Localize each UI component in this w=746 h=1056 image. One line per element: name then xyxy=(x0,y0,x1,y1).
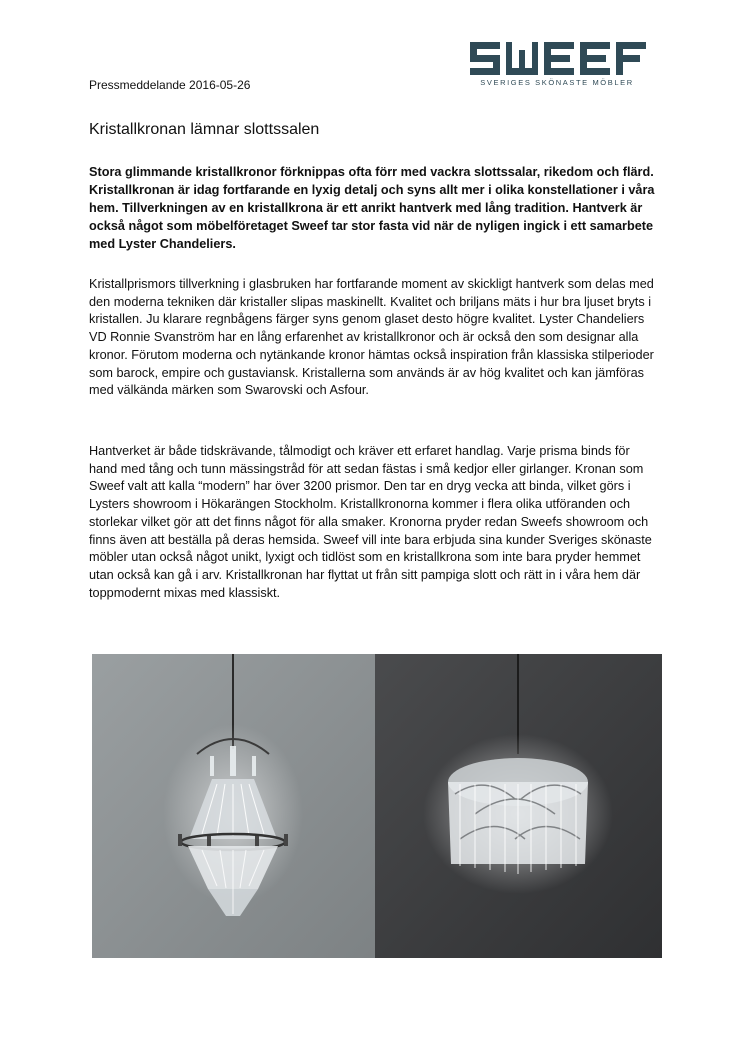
logo-tagline: SVERIGES SKÖNASTE MÖBLER xyxy=(480,78,634,87)
article-paragraph-1: Kristallprismors tillverkning i glasbruken har fortfarande moment av skickligt hantverk som delas med den moderna tekniken där kristaller slipas maskinellt. Kvalitet och briljans mäts i hur bra ljuset bryts i kristallen. Ju klarare regnbågens färger syns genom glaset desto högre kvalitet. Lyster Chandeliers VD Ronnie Svanström har en lång erfarenhet av kristallkronor och är också den som designar alla kronor. Förutom moderna och nytänkande kronor hämtas också inspiration från klassiska stilperioder som barock, empire och gustaviansk. Kristallerna som används är av hög kvalitet och kan jämföras med välkända märken som Swarovski och Asfour. xyxy=(89,277,654,398)
sweef-logo xyxy=(468,40,646,90)
press-release-date: Pressmeddelande 2016-05-26 xyxy=(89,78,251,92)
article-paragraph-2: Hantverket är både tidskrävande, tålmodigt och kräver ett erfaret handlag. Varje prisma binds för hand med tång och tunn mässingstråd för att sedan fästas i små kedjor eller girlanger. Kronan som Sweef valt att kalla “modern” har över 3200 prismor. Den tar en dryg vecka att binda, vilket görs i Lysters showroom i Hökarängen Stockholm. Kristallkronorna kommer i flera olika utföranden och storlekar vilket gör att det finns något för alla smaker. Kronorna pryder redan Sweefs showroom och finns även att beställa på deras hemsida. Sweef vill inte bara erbjuda sina kunder Sveriges skönaste möbler utan också något unikt, lyxigt och tidlöst som en kristallkrona som inte bara pryder hemmet utan också kan gå i arv. Kristallkronan har flyttat ut från sitt pampiga slott och rätt in i våra hem där toppmodernt mixas med klassiskt. xyxy=(89,444,652,600)
modern-chandelier-photo xyxy=(375,654,662,958)
sweef-logo-mark xyxy=(468,40,646,78)
article-lead: Stora glimmande kristallkronor förknippas ofta förr med vackra slottssalar, rikedom och flärd. Kristallkronan är idag fortfarande en lyxig detalj och syns allt mer i olika konstellationer i våra hem. Tillverkningen av en kristallkrona är ett anrikt hantverk med lång tradition. Hantverk är också något som möbelföretaget Sweef tar stor fasta vid när de nyligen ingick i ett samarbete med Lyster Chandeliers. xyxy=(89,165,655,251)
article-title: Kristallkronan lämnar slottssalen xyxy=(89,121,320,138)
classic-chandelier-photo xyxy=(92,654,375,958)
